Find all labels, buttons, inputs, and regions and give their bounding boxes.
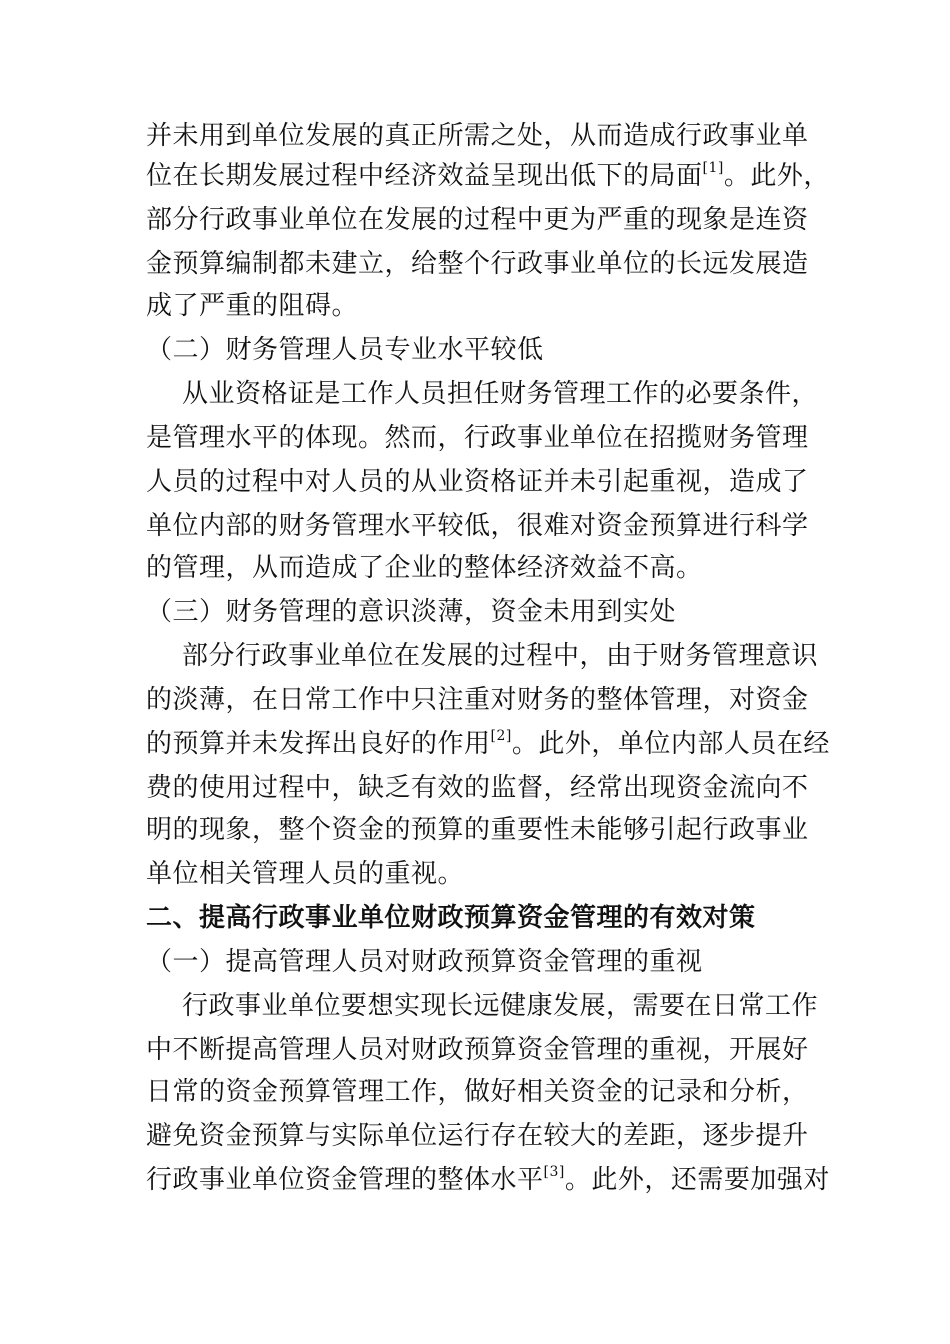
- body-text-line: 日常的资金预算管理工作，做好相关资金的记录和分析，: [146, 1077, 809, 1107]
- citation-marker: [1]: [702, 160, 724, 176]
- body-text-line: [146, 1158, 830, 1202]
- section-heading: 二、提高行政事业单位财政预算资金管理的有效对策: [146, 903, 756, 933]
- subsection-heading: （三）财务管理的意识淡薄，资金未用到实处: [146, 597, 677, 627]
- body-text-line: 中不断提高管理人员对财政预算资金管理的重视，开展好: [146, 1035, 809, 1065]
- body-text-line: 是管理水平的体现。然而，行政事业单位在招揽财务管理: [146, 423, 809, 453]
- body-text-line: 金预算编制都未建立，给整个行政事业单位的长远发展造: [146, 249, 809, 279]
- body-text-line: 行政事业单位要想实现长远健康发展，需要在日常工作: [182, 991, 819, 1021]
- body-text-line: [146, 722, 830, 766]
- body-text-line: 单位相关管理人员的重视。: [146, 859, 465, 889]
- body-text-line: 的淡薄，在日常工作中只注重对财务的整体管理，对资金: [146, 685, 809, 715]
- text-segment: 位在长期发展过程中经济效益呈现出低下的局面: [146, 161, 703, 191]
- subsection-heading: （一）提高管理人员对财政预算资金管理的重视: [146, 947, 703, 977]
- body-text-line: 单位内部的财务管理水平较低，很难对资金预算进行科学: [146, 511, 809, 541]
- body-text-line: 的管理，从而造成了企业的整体经济效益不高。: [146, 553, 703, 583]
- citation-marker: [3]: [543, 1164, 565, 1180]
- body-text-line: 成了严重的阻碍。: [146, 291, 359, 321]
- body-text-line: [146, 154, 830, 198]
- text-segment: 。此外，: [723, 161, 830, 191]
- text-segment: 行政事业单位资金管理的整体水平: [146, 1165, 544, 1195]
- body-text-line: 明的现象，整个资金的预算的重要性未能够引起行政事业: [146, 815, 809, 845]
- text-segment: 的预算并未发挥出良好的作用: [146, 729, 491, 759]
- body-text-line: 从业资格证是工作人员担任财务管理工作的必要条件，: [182, 379, 819, 409]
- text-segment: 。此外，还需要加强对: [564, 1165, 830, 1195]
- subsection-heading: （二）财务管理人员专业水平较低: [146, 335, 544, 365]
- citation-marker: [2]: [490, 728, 512, 744]
- body-text-line: 避免资金预算与实际单位运行存在较大的差距，逐步提升: [146, 1121, 809, 1151]
- text-segment: 。此外，单位内部人员在经: [511, 729, 830, 759]
- body-text-line: 部分行政事业单位在发展的过程中，由于财务管理意识: [182, 641, 819, 671]
- body-text-line: 费的使用过程中，缺乏有效的监督，经常出现资金流向不: [146, 773, 809, 803]
- body-text-line: 并未用到单位发展的真正所需之处，从而造成行政事业单: [146, 121, 809, 151]
- body-text-line: 人员的过程中对人员的从业资格证并未引起重视，造成了: [146, 467, 809, 497]
- body-text-line: 部分行政事业单位在发展的过程中更为严重的现象是连资: [146, 205, 809, 235]
